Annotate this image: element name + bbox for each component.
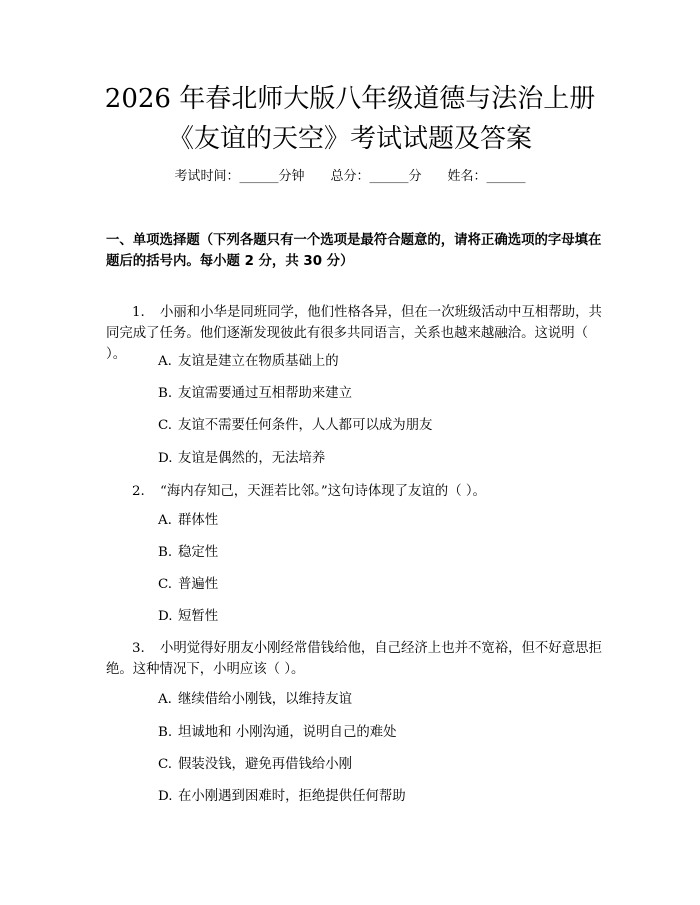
option-letter: D.: [158, 609, 173, 624]
exam-info-line: [0, 167, 700, 187]
option-text: 友谊是偶然的，无法培养: [178, 451, 326, 466]
question-3: [106, 638, 603, 680]
title-block: [0, 79, 700, 159]
section-heading: 一、单项选择题（下列各题只有一个选项是最符合题意的，请将正确选项的字母填在题后的括号内。每小题 2 分，共 30 分）: [106, 233, 602, 269]
page-title-line-2: 《友谊的天空》考试试题及答案: [167, 124, 532, 154]
option-text: 在小刚遇到困难时，拒绝提供任何帮助: [178, 789, 406, 804]
question-stem: “海内存知己，天涯若比邻。”这句诗体现了友谊的（ ）。: [160, 484, 486, 499]
option-text: 友谊不需要任何条件，人人都可以成为朋友: [178, 418, 433, 433]
question-2-option-b: [158, 543, 218, 563]
question-stem: 小丽和小华是同班同学，他们性格各异，但在一次班级活动中互相帮助，共同完成了任务。他们逐渐发现彼此有很多共同语言，关系也越来越融洽。这说明（ ）。: [106, 305, 602, 362]
student-name-field: 姓名：______: [447, 169, 526, 184]
question-1-option-a: [158, 352, 339, 372]
option-text: 坦诚地和 小刚沟通，说明自己的难处: [178, 725, 397, 740]
question-3-option-a: [158, 690, 352, 710]
question-number: 2.: [132, 484, 145, 499]
option-letter: A.: [158, 692, 172, 707]
question-1-option-d: [158, 449, 325, 469]
question-number: 3.: [132, 641, 145, 656]
option-letter: C.: [158, 418, 173, 433]
question-number: 1.: [132, 305, 145, 320]
option-text: 普遍性: [178, 577, 219, 592]
total-score-field: 总分：______分: [330, 169, 422, 184]
question-3-option-b: [158, 723, 397, 743]
exam-time-field: 考试时间：______分钟: [174, 169, 305, 184]
option-letter: A.: [158, 513, 172, 528]
question-2-option-c: [158, 575, 218, 595]
option-text: 稳定性: [178, 545, 219, 560]
question-3-option-c: [158, 755, 352, 775]
option-letter: B.: [158, 545, 173, 560]
question-3-option-d: [158, 787, 406, 807]
question-1-option-c: [158, 416, 432, 436]
question-stem: 小明觉得好朋友小刚经常借钱给他，自己经济上也并不宽裕，但不好意思拒绝。这种情况下，小明应该（ ）。: [106, 641, 602, 677]
option-letter: B.: [158, 725, 173, 740]
option-text: 群体性: [178, 513, 219, 528]
option-letter: A.: [158, 354, 172, 369]
option-text: 假装没钱，避免再借钱给小刚: [178, 757, 353, 772]
option-letter: D.: [158, 789, 173, 804]
option-text: 短暂性: [178, 609, 219, 624]
option-letter: C.: [158, 577, 173, 592]
option-text: 继续借给小刚钱，以维持友谊: [178, 692, 353, 707]
question-2: [106, 481, 603, 502]
question-1-option-b: [158, 384, 352, 404]
option-text: 友谊需要通过互相帮助来建立: [178, 386, 353, 401]
option-letter: D.: [158, 451, 173, 466]
page-title-line-1: 2026 年春北师大版八年级道德与法治上册: [104, 84, 596, 114]
option-letter: B.: [158, 386, 173, 401]
question-2-option-a: [158, 511, 218, 531]
option-letter: C.: [158, 757, 173, 772]
question-2-option-d: [158, 607, 218, 627]
option-text: 友谊是建立在物质基础上的: [178, 354, 339, 369]
